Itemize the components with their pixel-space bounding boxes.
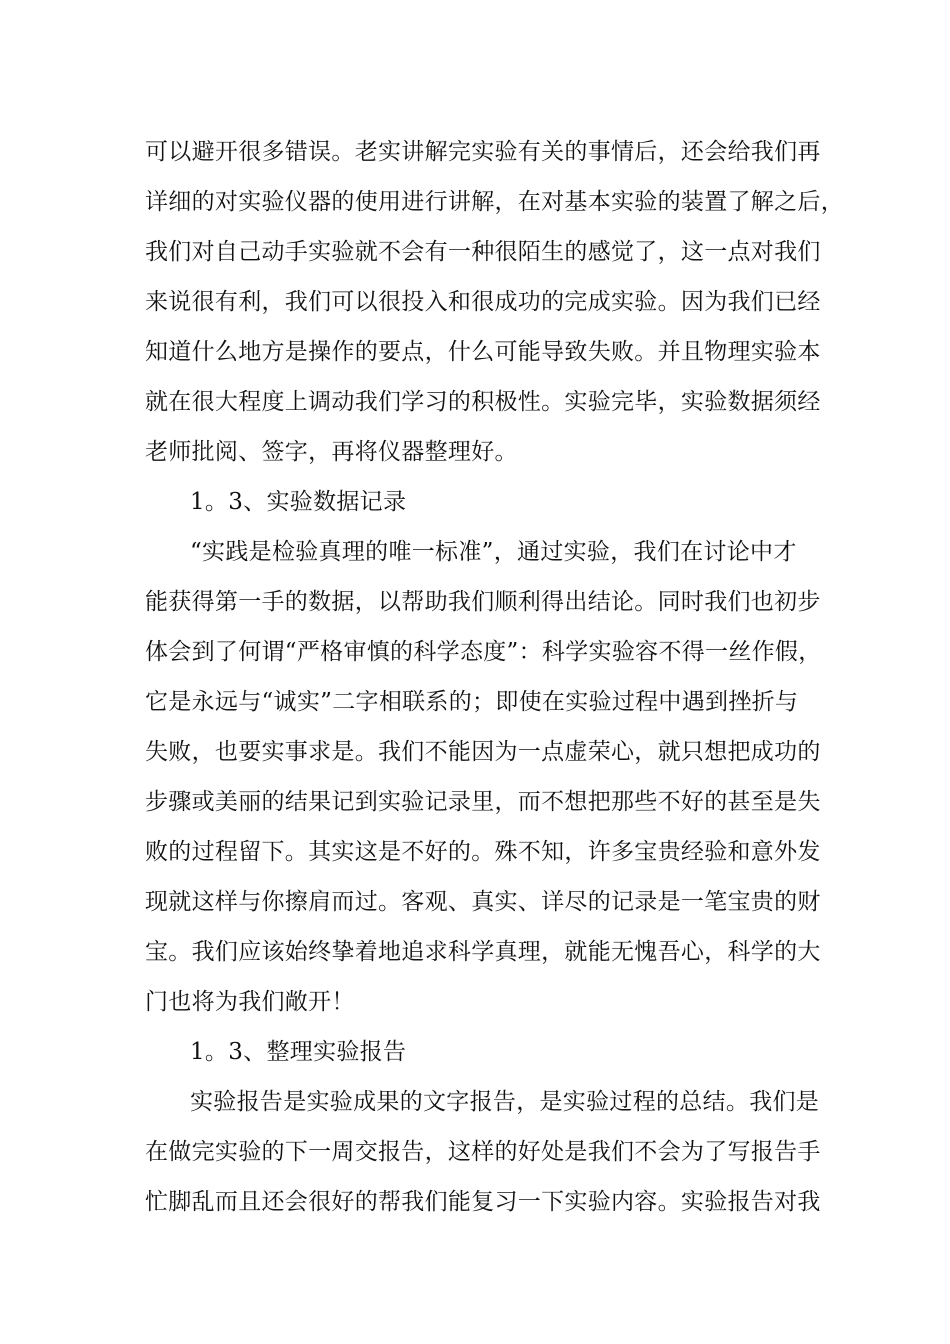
text-line: 失败，也要实事求是。我们不能因为一点虚荣心，就只想把成功的 [145,739,821,765]
section-heading: 1。3、整理实验报告 [190,1039,407,1065]
text-line: 宝。我们应该始终挚着地追求科学真理，就能无愧吾心，科学的大 [145,939,821,965]
paragraph-first-line: “实践是检验真理的唯一标准”，通过实验，我们在讨论中才 [190,539,797,565]
text-line: 能获得第一手的数据，以帮助我们顺利得出结论。同时我们也初步 [145,589,821,615]
text-line: 步骤或美丽的结果记到实验记录里，而不想把那些不好的甚至是失 [145,789,821,815]
paragraph-first-line: 实验报告是实验成果的文字报告，是实验过程的总结。我们是 [190,1089,820,1115]
text-line: 现就这样与你擦肩而过。客观、真实、详尽的记录是一笔宝贵的财 [145,889,821,915]
text-line: 体会到了何谓“严格审慎的科学态度”：科学实验容不得一丝作假， [145,639,822,665]
text-line: 我们对自己动手实验就不会有一种很陌生的感觉了，这一点对我们 [145,239,821,265]
text-line: 可以避开很多错误。老实讲解完实验有关的事情后，还会给我们再 [145,139,821,165]
text-line: 门也将为我们敞开！ [145,989,355,1015]
section-heading: 1。3、实验数据记录 [190,489,407,515]
text-line: 老师批阅、签字，再将仪器整理好。 [145,439,518,465]
text-line: 来说很有利，我们可以很投入和很成功的完成实验。因为我们已经 [145,289,821,315]
text-line: 详细的对实验仪器的使用进行讲解，在对基本实验的装置了解之后， [145,189,844,215]
text-line: 就在很大程度上调动我们学习的积极性。实验完毕，实验数据须经 [145,389,821,415]
text-line: 在做完实验的下一周交报告，这样的好处是我们不会为了写报告手 [145,1139,821,1165]
text-line: 它是永远与“诚实”二字相联系的；即使在实验过程中遇到挫折与 [145,689,799,715]
text-line: 忙脚乱而且还会很好的帮我们能复习一下实验内容。实验报告对我 [145,1189,821,1215]
text-line: 知道什么地方是操作的要点，什么可能导致失败。并且物理实验本 [145,339,821,365]
text-line: 败的过程留下。其实这是不好的。殊不知，许多宝贵经验和意外发 [145,839,821,865]
